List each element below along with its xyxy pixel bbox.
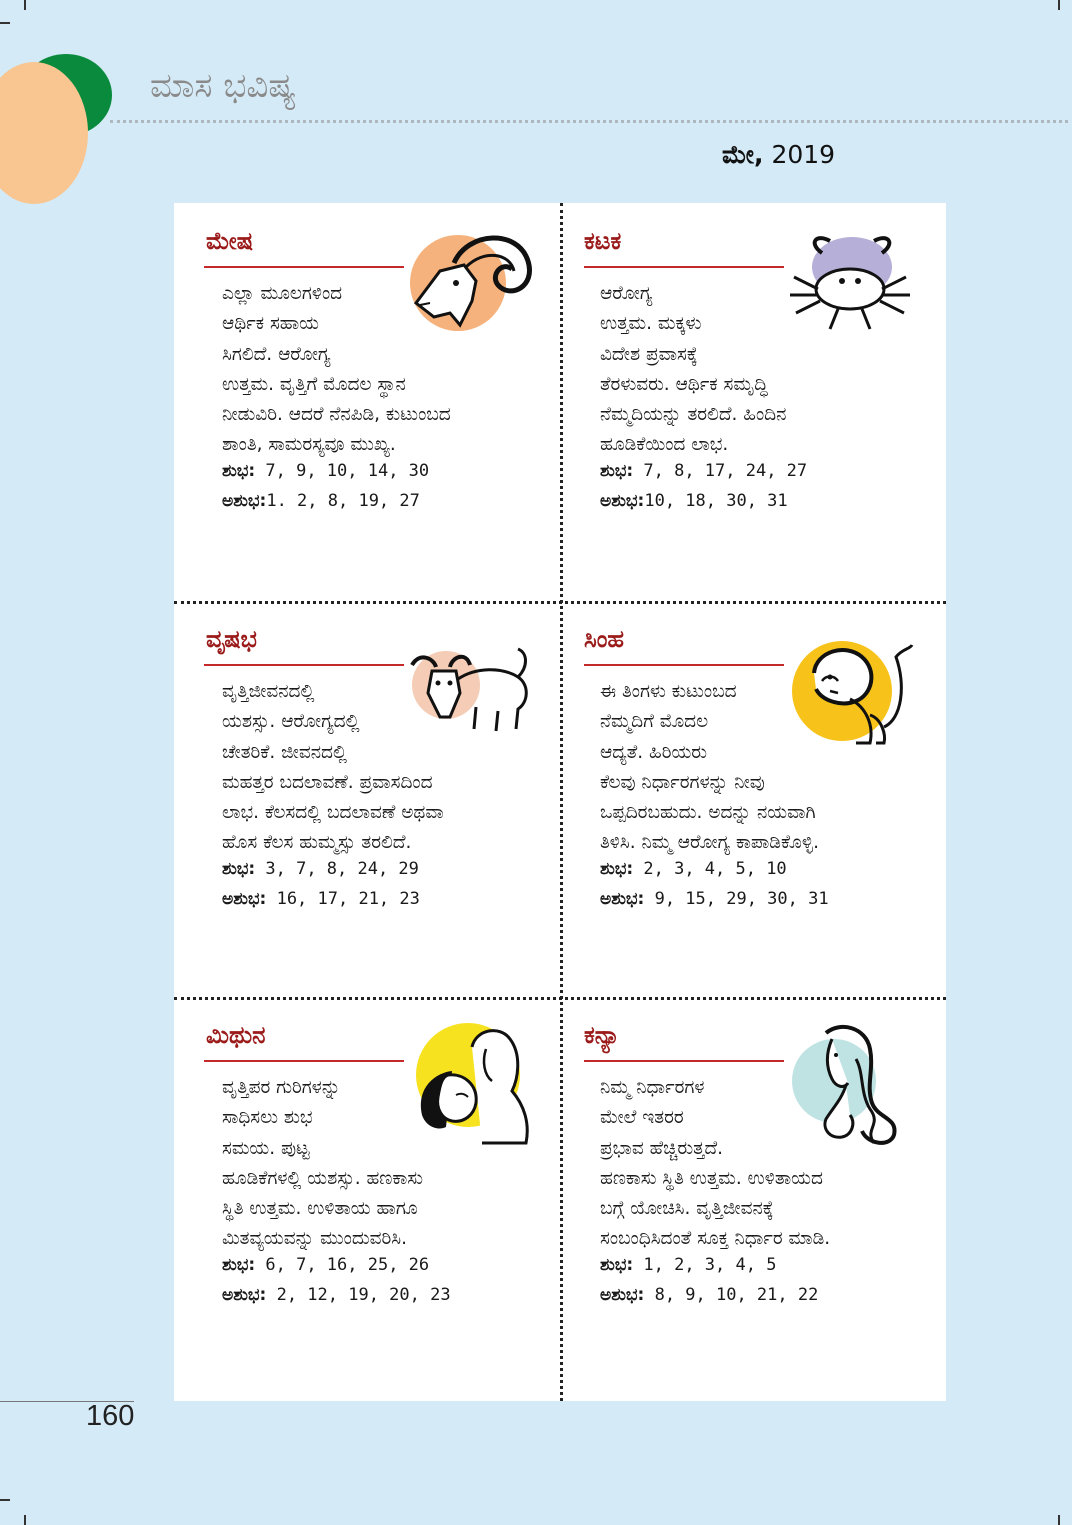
lucky-dates (600, 1255, 930, 1275)
sign-block-kataka (560, 203, 946, 601)
desc-line: ಕೆಲವು ನಿರ್ಧಾರಗಳನ್ನು ನೀವು (600, 771, 765, 793)
desc-line: ಮಹತ್ತರ ಬದಲಾವಣೆ. ಪ್ರವಾಸದಿಂದ (222, 771, 433, 793)
lucky-dates (600, 461, 930, 481)
desc-line: ಹಣಕಾಸು ಸ್ಥಿತಿ ಉತ್ತಮ. ಉಳಿತಾಯದ (600, 1167, 823, 1189)
lucky-label: ಶುಭ: (600, 461, 634, 481)
lucky-values: 3, 7, 8, 24, 29 (255, 859, 419, 879)
unlucky-values: 2, 12, 19, 20, 23 (266, 1285, 451, 1305)
unlucky-dates (600, 889, 930, 909)
desc-line: ವೃತ್ತಿಪರ ಗುರಿಗಳನ್ನು (222, 1077, 341, 1098)
unlucky-dates (222, 491, 552, 511)
desc-line: ಸಿಗಲಿದೆ. ಆರೋಗ್ಯ (222, 343, 331, 365)
desc-line: ಉತ್ತಮ. ವೃತ್ತಿಗೆ ಮೊದಲ ಸ್ಥಾನ (222, 373, 406, 395)
desc-line: ಲಾಭ. ಕೆಲಸದಲ್ಲಿ ಬದಲಾವಣೆ ಅಥವಾ (222, 802, 444, 824)
unlucky-values: 10, 18, 30, 31 (644, 491, 788, 511)
sign-description (600, 279, 920, 461)
crop-mark (1058, 1515, 1060, 1525)
sign-title: ಮೇಷ (206, 227, 254, 255)
desc-line: ವಿದೇಶ ಪ್ರವಾಸಕ್ಕೆ (600, 343, 698, 365)
lucky-dates (222, 1255, 552, 1275)
sign-underline (204, 266, 404, 268)
sign-description (222, 677, 542, 859)
sign-description (600, 1073, 920, 1255)
sign-title: ಕನ್ಯಾ (584, 1021, 620, 1049)
crop-mark (24, 1515, 26, 1525)
desc-line: ನೆಮ್ಮದಿಗೆ ಮೊದಲ (600, 711, 709, 733)
desc-line: ಮಿತವ್ಯಯವನ್ನು ಮುಂದುವರಿಸಿ. (222, 1228, 408, 1250)
desc-line: ಚೇತರಿಕೆ. ಜೀವನದಲ್ಲಿ (222, 741, 347, 763)
sign-block-simha (560, 601, 946, 999)
desc-line: ನಿಮ್ಮ ನಿರ್ಧಾರಗಳ (600, 1077, 705, 1098)
unlucky-dates (600, 1285, 930, 1305)
lucky-dates (222, 859, 552, 879)
desc-line: ಶಾಂತಿ, ಸಾಮರಸ್ಯವೂ ಮುಖ್ಯ. (222, 434, 396, 456)
sign-description (222, 279, 542, 461)
sign-block-vrishabha (174, 601, 560, 999)
sign-underline (204, 1060, 404, 1062)
desc-line: ಹೂಡಿಕೆಯಿಂದ ಲಾಭ. (600, 434, 729, 456)
crop-mark (24, 0, 26, 10)
unlucky-label: ಅಶುಭ: (600, 491, 645, 511)
header-dotted-rule (110, 120, 1068, 123)
desc-line: ನೀಡುವಿರಿ. ಆದರೆ ನೆನಪಿಡಿ, ಕುಟುಂಬದ (222, 404, 451, 426)
desc-line: ಈ ತಿಂಗಳು ಕುಟುಂಬದ (600, 681, 737, 702)
sign-title: ಸಿಂಹ (584, 625, 625, 653)
desc-line: ಆರ್ಥಿಕ ಸಹಾಯ (222, 313, 319, 335)
lucky-label: ಶುಭ: (600, 1255, 634, 1275)
sign-block-mesha (174, 203, 560, 601)
lucky-values: 2, 3, 4, 5, 10 (633, 859, 787, 879)
unlucky-dates (222, 1285, 552, 1305)
page-number: 160 (86, 1400, 135, 1432)
desc-line: ತೆರಳುವರು. ಆರ್ಥಿಕ ಸಮೃದ್ಧಿ (600, 373, 768, 395)
desc-line: ಒಪ್ಪದಿರಬಹುದು. ಅದನ್ನು ನಯವಾಗಿ (600, 802, 816, 824)
desc-line: ವೃತ್ತಿಜೀವನದಲ್ಲಿ (222, 681, 315, 702)
desc-line: ಸಂಬಂಧಿಸಿದಂತೆ ಸೂಕ್ತ ನಿರ್ಧಾರ ಮಾಡಿ. (600, 1228, 831, 1250)
desc-line: ಎಲ್ಲಾ ಮೂಲಗಳಿಂದ (222, 283, 343, 304)
desc-line: ಸಮಯ. ಪುಟ್ಟ (222, 1137, 310, 1159)
horoscope-card (174, 203, 946, 1401)
sign-underline (584, 664, 784, 666)
desc-line: ಸಾಧಿಸಲು ಶುಭ (222, 1107, 313, 1129)
desc-line: ನೆಮ್ಮದಿಯನ್ನು ತರಲಿದೆ. ಹಿಂದಿನ (600, 404, 787, 426)
issue-date (722, 140, 835, 170)
sign-description (600, 677, 920, 859)
desc-line: ಉತ್ತಮ. ಮಕ್ಕಳು (600, 313, 702, 335)
desc-line: ಸ್ಥಿತಿ ಉತ್ತಮ. ಉಳಿತಾಯ ಹಾಗೂ (222, 1198, 418, 1220)
lucky-label: ಶುಭ: (222, 1255, 256, 1275)
unlucky-label: ಅಶುಭ: (600, 1285, 645, 1305)
sign-title: ಮಿಥುನ (206, 1021, 266, 1049)
unlucky-label: ಅಶುಭ: (222, 889, 267, 909)
unlucky-label: ಅಶುಭ: (222, 491, 267, 511)
sign-underline (204, 664, 404, 666)
desc-line: ಹೊಸ ಕೆಲಸ ಹುಮ್ಮಸ್ಸು ತರಲಿದೆ. (222, 832, 412, 854)
lucky-values: 1, 2, 3, 4, 5 (633, 1255, 777, 1275)
page-title: ಮಾಸ ಭವಿಷ್ಯ (150, 66, 297, 106)
unlucky-dates (600, 491, 930, 511)
crop-mark (0, 22, 10, 24)
desc-line: ತಿಳಿಸಿ. ನಿಮ್ಮ ಆರೋಗ್ಯ ಕಾಪಾಡಿಕೊಳ್ಳಿ. (600, 832, 819, 854)
issue-month: ಮೇ, (722, 140, 764, 169)
sign-underline (584, 266, 784, 268)
lucky-label: ಶುಭ: (600, 859, 634, 879)
crop-mark (1058, 0, 1060, 10)
desc-line: ಆದ್ಯತೆ. ಹಿರಿಯರು (600, 741, 707, 763)
lucky-label: ಶುಭ: (222, 859, 256, 879)
desc-line: ಆರೋಗ್ಯ (600, 283, 653, 304)
unlucky-values: 9, 15, 29, 30, 31 (644, 889, 829, 909)
sign-title: ವೃಷಭ (206, 625, 257, 653)
unlucky-values: 16, 17, 21, 23 (266, 889, 420, 909)
desc-line: ಯಶಸ್ಸು. ಆರೋಗ್ಯದಲ್ಲಿ (222, 711, 360, 733)
sign-title: ಕಟಕ (584, 227, 622, 255)
lucky-values: 7, 9, 10, 14, 30 (255, 461, 430, 481)
issue-year: 2019 (771, 140, 836, 169)
lucky-values: 6, 7, 16, 25, 26 (255, 1255, 430, 1275)
sign-block-mithuna (174, 997, 560, 1395)
sign-block-kanya (560, 997, 946, 1395)
crop-mark (0, 1499, 10, 1501)
lucky-dates (600, 859, 930, 879)
unlucky-values: 8, 9, 10, 21, 22 (644, 1285, 819, 1305)
lucky-dates (222, 461, 552, 481)
sign-underline (584, 1060, 784, 1062)
sign-description (222, 1073, 542, 1255)
desc-line: ಹೂಡಿಕೆಗಳಲ್ಲಿ ಯಶಸ್ಸು. ಹಣಕಾಸು (222, 1167, 423, 1189)
desc-line: ಬಗ್ಗೆ ಯೋಚಿಸಿ. ವೃತ್ತಿಜೀವನಕ್ಕೆ (600, 1198, 774, 1220)
unlucky-label: ಅಶುಭ: (600, 889, 645, 909)
desc-line: ಮೇಲೆ ಇತರರ (600, 1107, 684, 1129)
desc-line: ಪ್ರಭಾವ ಹೆಚ್ಚಿರುತ್ತದೆ. (600, 1137, 724, 1159)
lucky-label: ಶುಭ: (222, 461, 256, 481)
unlucky-values: 1. 2, 8, 19, 27 (266, 491, 420, 511)
unlucky-dates (222, 889, 552, 909)
unlucky-label: ಅಶುಭ: (222, 1285, 267, 1305)
lucky-values: 7, 8, 17, 24, 27 (633, 461, 808, 481)
